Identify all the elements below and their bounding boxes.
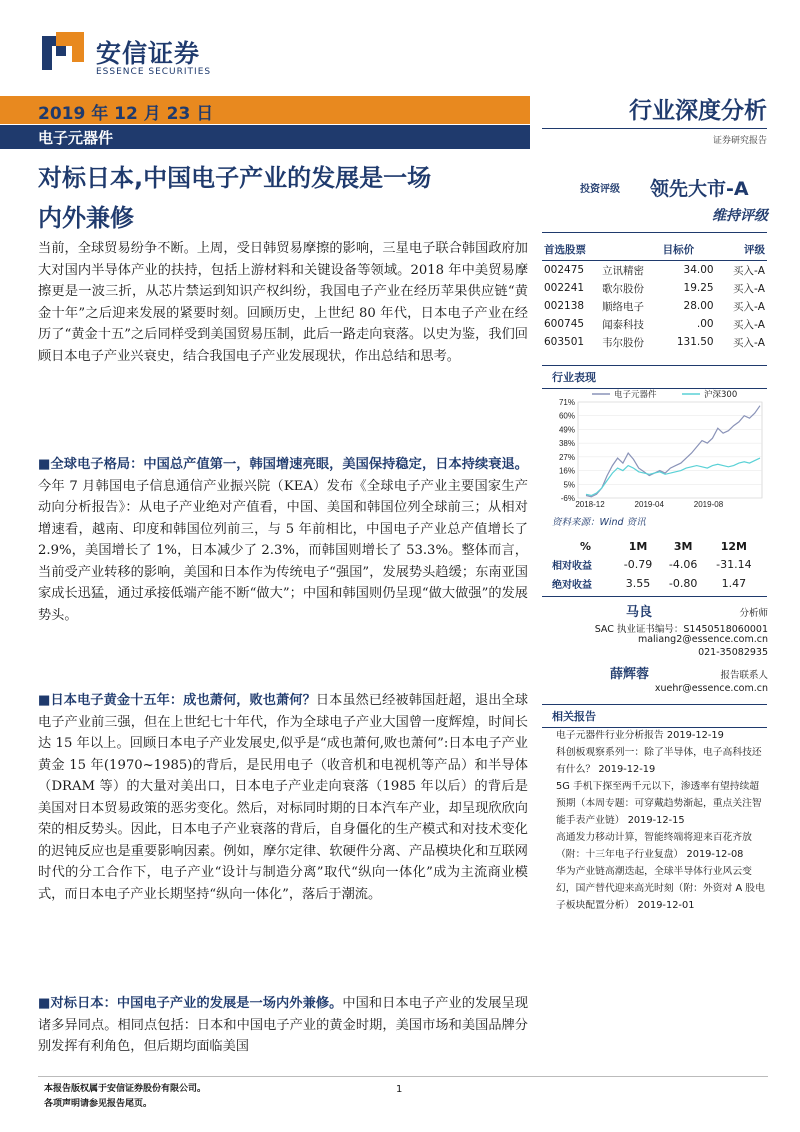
rating-action: 维持评级 <box>712 208 768 224</box>
rating-label: 投资评级 <box>580 184 620 195</box>
target-price: 34.00 <box>683 264 714 276</box>
related-report-item[interactable] <box>556 778 768 829</box>
related-report-title[interactable]: 电子元器件行业分析报告 <box>556 730 664 741</box>
stock-rating: 买入-A <box>733 300 765 313</box>
row-label: 相对收益 <box>552 561 592 572</box>
industry-category: 电子元器件 <box>38 129 114 147</box>
table-row <box>542 297 767 315</box>
stock-rating: 买入-A <box>733 264 765 277</box>
contact-role: 报告联系人 <box>720 670 768 681</box>
column-header: 目标价 <box>661 242 720 261</box>
rating-value: 领先大市-A <box>650 178 749 200</box>
x-tick-label: 2018-12 <box>575 500 605 509</box>
return-3m: -0.80 <box>668 577 698 590</box>
stock-code: 603501 <box>544 336 585 348</box>
column-header: 1M <box>628 540 648 553</box>
footer-copyright: 本报告版权属于安信证券股份有限公司。 <box>44 1084 207 1094</box>
section-heading: ■日本电子黄金十五年：成也萧何，败也萧何？ <box>38 693 316 708</box>
legend-label: 沪深300 <box>704 390 738 400</box>
related-report-item[interactable] <box>556 829 768 863</box>
related-reports-title: 相关报告 <box>542 704 767 728</box>
contact-name: 薛辉蓉 <box>610 667 650 682</box>
stock-name: 立讯精密 <box>602 264 645 277</box>
table-row <box>542 279 767 297</box>
section-heading: ■全球电子格局：中国总产值第一，韩国增速亮眼，美国保持稳定，日本持续衰退。 <box>38 457 528 472</box>
table-header-row <box>552 538 762 555</box>
y-tick-label: 27% <box>558 452 575 462</box>
related-report-date: 2019-12-15 <box>627 815 685 826</box>
analyst-license: SAC 执业证书编号：S1450518060001 <box>594 624 768 635</box>
y-tick-label: 60% <box>558 411 575 421</box>
stock-picks-table <box>542 242 767 351</box>
stock-code: 002475 <box>544 264 585 276</box>
y-tick-label: 71% <box>558 398 575 407</box>
title-line-2: 内外兼修 <box>38 204 134 232</box>
stock-name: 顺络电子 <box>602 300 645 313</box>
legend-label: 电子元器件 <box>614 390 657 400</box>
y-axis-ticks <box>559 398 575 503</box>
y-tick-label: 16% <box>558 466 575 476</box>
series-line <box>586 406 760 497</box>
column-header: % <box>580 540 592 553</box>
analyst-role: 分析师 <box>739 608 768 619</box>
series-line <box>586 458 760 495</box>
return-1m: 3.55 <box>625 577 651 590</box>
target-price: 131.50 <box>676 336 714 348</box>
y-tick-label: 49% <box>558 425 575 435</box>
analyst-phone: 021-35082935 <box>698 647 768 658</box>
column-header: 12M <box>720 540 747 553</box>
report-date: 2019 年 12 月 23 日 <box>38 104 214 124</box>
footer-disclaimer: 各项声明请参见报告尾页。 <box>44 1099 153 1109</box>
table-row <box>542 333 767 351</box>
report-type: 行业深度分析 <box>629 98 767 124</box>
section-text: 中国和日本电子产业的发展呈现诸多异同点。相同点包括：日本和中国电子产业的黄金时期，美国市场和美国品牌分别发挥有利角色，但后期均面临美国 <box>38 996 529 1054</box>
y-tick-label: 38% <box>558 439 575 449</box>
related-report-date: 2019-12-19 <box>598 764 656 775</box>
rating-divider <box>542 232 767 233</box>
analyst-name: 马良 <box>626 605 653 620</box>
contact-email[interactable]: xuehr@essence.com.cn <box>654 683 768 694</box>
performance-section-title: 行业表现 <box>542 365 767 389</box>
return-12m: 1.47 <box>721 577 747 590</box>
related-report-item[interactable] <box>556 727 768 744</box>
section-heading: ■对标日本：中国电子产业的发展是一场内外兼修。 <box>38 996 343 1011</box>
section-text: 日本虽然已经被韩国赶超，退出全球电子产业前三强，但在上世纪七十年代，作为全球电子产业大国曾一度辉煌，时间长达 15 年以上。回顾日本电子产业发展史,似乎是“成也萧何,败也萧何”:日本电子产业黄金 15 年(1970~1985)的背后，是民用电子（收音机和电视机等产品）和半导体（DRAM 等）的大量对美出口，日本电子产业走向衰落（1985 年以后）的背后是美国对日本贸易政策的恶劣变化。然后，对标同时期的日本汽车产业，却呈现欣欣向荣的相反势头。因此，日本电子产业衰落的背后，自身僵化的生产模式和对技术变化的迟钝反应也是重要影响因素。例如，摩尔定律、软硬件分离、产品模块化和互联网时代的分工合作下，电子产业“设计与制造分离”取代“纵向一体化”成为主流商业模式，而日本电子产业长期坚持“纵向一体化”，落后于潮流。 <box>38 693 529 902</box>
header-divider <box>542 128 767 129</box>
return-3m: -4.06 <box>668 558 698 571</box>
section-japan-golden-years <box>38 690 528 905</box>
brand-logo <box>42 32 84 74</box>
stock-code: 002138 <box>544 300 585 312</box>
x-tick-label: 2019-04 <box>634 500 664 509</box>
target-price: 28.00 <box>683 300 714 312</box>
row-label: 绝对收益 <box>552 580 592 591</box>
stock-name: 歌尔股份 <box>602 282 645 295</box>
related-report-date: 2019-12-01 <box>637 900 695 911</box>
stock-name: 韦尔股份 <box>602 336 645 349</box>
footer-divider <box>38 1076 768 1077</box>
target-price: 19.25 <box>683 282 714 294</box>
stock-rating: 买入-A <box>733 282 765 295</box>
report-subtype: 证券研究报告 <box>712 136 767 146</box>
chart-series <box>586 406 760 497</box>
title-line-1: 对标日本,中国电子产业的发展是一场 <box>38 164 432 192</box>
stock-rating: 买入-A <box>733 336 765 349</box>
y-tick-label: 5% <box>563 480 575 490</box>
section-text: 今年 7 月韩国电子信息通信产业振兴院（KEA）发布《全球电子产业主要国家生产动向分析报告》：从电子产业绝对产值看，中国、美国和韩国位列全球前三；从相对增速看，越南、印度和韩国位列前三，与 5 年前相比，中国电子产业总产值增长了 2.9%，美国增长了 1%，日本减少了 2.3%，而韩国则增长了 53.3%。整体而言，当前受产业转移的影响，美国和日本作为传统电子“强国”，发展势头趋缓；东南亚国家成长迅猛，通过承接低端产能不断“做大”；中国和韩国则仍呈现“做大做强”的发展势头。 <box>38 478 528 623</box>
x-tick-label: 2019-08 <box>693 500 724 509</box>
returns-table <box>552 538 762 593</box>
chart-legend <box>592 389 737 400</box>
intro-paragraph: 当前，全球贸易纷争不断。上周，受日韩贸易摩擦的影响，三星电子联合韩国政府加大对国内半导体产业的扶持，包括上游材料和关键设备等领域。2018 年中美贸易摩擦更是一波三折，从芯片禁运到知识产权纠纷，我国电子产业在经历苹果供应链“黄金十年”之后迎来发展的紧要时刻。回顾历史，上世纪 80 年代，日本电子产业在经历了“黄金十五”之后同样受到美国贸易压制，此后一路走向衰落。以史为鉴，我们回顾日本电子产业兴衰史，结合我国电子产业发展现状，作出总结和思考。 <box>38 241 528 364</box>
brand-name-en: ESSENCE SECURITIES <box>96 67 212 77</box>
stock-rating: 买入-A <box>733 318 765 331</box>
target-price: .00 <box>696 318 714 330</box>
related-report-date: 2019-12-08 <box>686 849 744 860</box>
performance-chart <box>542 386 767 511</box>
brand-name-cn: 安信证券 <box>96 39 201 68</box>
table-row <box>552 574 762 593</box>
table-row <box>542 261 767 280</box>
returns-divider <box>542 596 767 597</box>
related-report-title[interactable]: 5G 手机下探至两千元以下，渗透率有望持续超预期（本周专题：可穿戴趋势渐起，重点关注智能手表产业链） <box>556 781 762 826</box>
column-header: 3M <box>673 540 693 553</box>
table-row <box>552 555 762 574</box>
table-header-row <box>542 242 767 261</box>
return-12m: -31.14 <box>716 558 752 571</box>
y-tick-label: -6% <box>560 494 575 503</box>
section-benchmark-japan <box>38 993 528 1058</box>
section-global-landscape <box>38 454 528 626</box>
analyst-email[interactable]: maliang2@essence.com.cn <box>637 634 768 645</box>
related-report-item[interactable] <box>556 744 768 778</box>
stock-code: 600745 <box>544 318 585 330</box>
related-report-title[interactable]: 科创板观察系列一：除了半导体，电子高科技还有什么？ <box>556 747 762 775</box>
return-1m: -0.79 <box>623 558 653 571</box>
column-header: 首选股票 <box>542 242 661 261</box>
x-axis-ticks <box>575 500 723 509</box>
related-reports-list <box>556 727 768 914</box>
chart-source: 资料来源：Wind 资讯 <box>552 517 646 528</box>
related-report-title[interactable]: 高通发力移动计算，智能终端将迎来百花齐放（附：十三年电子行业复盘） <box>556 832 752 860</box>
page-number: 1 <box>396 1084 403 1095</box>
stock-name: 闻泰科技 <box>602 318 645 331</box>
column-header: 评级 <box>720 242 767 261</box>
related-report-item[interactable] <box>556 863 768 914</box>
related-report-date: 2019-12-19 <box>666 730 724 741</box>
report-title <box>38 158 538 238</box>
related-report-title[interactable]: 华为产业链高潮迭起，全球半导体行业风云变幻，国产替代迎来高光时刻（附：外资对 A 股电子板块配置分析） <box>556 866 765 911</box>
table-row <box>542 315 767 333</box>
stock-code: 002241 <box>544 282 585 294</box>
